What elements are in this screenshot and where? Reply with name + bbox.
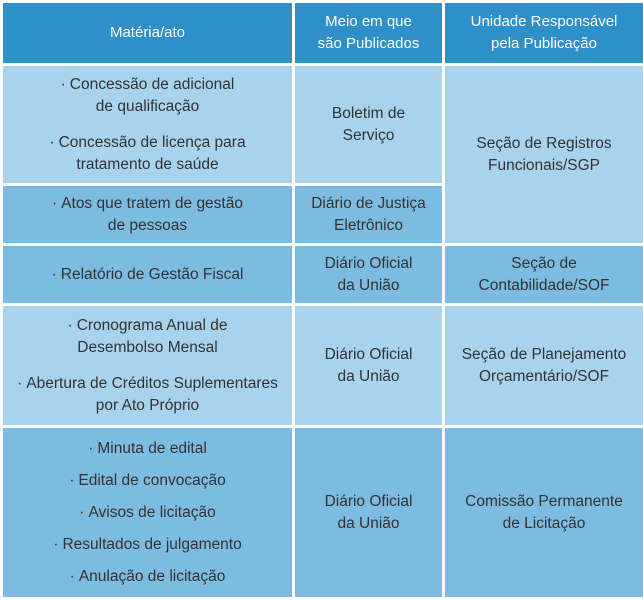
- unit-text: Comissão Permanente: [465, 492, 623, 510]
- list-item: [61, 74, 235, 118]
- bullet-icon: ·: [51, 265, 57, 283]
- medium-text: Boletim de: [331, 104, 406, 122]
- medium-text: da União: [337, 276, 400, 294]
- medium-text: Diário de Justiça: [311, 194, 426, 212]
- list-item: [49, 132, 245, 176]
- subject-cell: [2, 245, 294, 305]
- item-text: Atos que tratem de gestão: [61, 194, 243, 212]
- table-row: [2, 65, 643, 185]
- unit-text: Seção de: [511, 254, 577, 272]
- medium-cell: [294, 65, 444, 185]
- list-item: [52, 264, 244, 286]
- item-text: Edital de convocação: [78, 471, 226, 489]
- list-item: [68, 315, 228, 359]
- item-text: Cronograma Anual de: [76, 316, 228, 334]
- item-text: por Ato Próprio: [95, 396, 200, 414]
- table-row: [2, 245, 643, 305]
- bullet-icon: ·: [60, 75, 66, 93]
- header-medium-line2: são Publicados: [317, 35, 420, 52]
- list-item: [52, 193, 243, 237]
- item-text: Relatório de Gestão Fiscal: [60, 265, 244, 283]
- medium-cell: [294, 245, 444, 305]
- unit-cell: [444, 65, 643, 245]
- bullet-icon: ·: [67, 316, 73, 334]
- header-unit: [444, 2, 643, 65]
- medium-text: Serviço: [342, 126, 395, 144]
- item-text: Anulação de licitação: [78, 567, 226, 585]
- bullet-icon: ·: [49, 133, 55, 151]
- subject-cell: [2, 427, 294, 599]
- header-unit-line1: Unidade Responsável: [470, 13, 618, 30]
- item-text: de pessoas: [107, 216, 188, 234]
- bullet-icon: ·: [17, 374, 23, 392]
- subject-cell: [2, 185, 294, 245]
- header-subject-text: Matéria/ato: [109, 24, 186, 41]
- header-medium-line1: Meio em que: [325, 13, 412, 30]
- item-text: Minuta de edital: [97, 439, 207, 457]
- medium-text: Eletrônico: [334, 216, 403, 234]
- list-item: [69, 470, 226, 492]
- header-row: [2, 2, 643, 65]
- table-row: [2, 427, 643, 599]
- bullet-icon: ·: [69, 567, 75, 585]
- subject-cell: [2, 305, 294, 427]
- unit-cell: [444, 245, 643, 305]
- medium-text: Diário Oficial: [324, 254, 413, 272]
- bullet-icon: ·: [52, 194, 58, 212]
- bullet-icon: ·: [88, 439, 94, 457]
- item-text: Concessão de licença para: [58, 133, 246, 151]
- medium-cell: [294, 427, 444, 599]
- unit-text: Contabilidade/SOF: [478, 276, 610, 294]
- medium-text: Diário Oficial: [324, 345, 413, 363]
- medium-text: da União: [337, 514, 400, 532]
- subject-cell: [2, 65, 294, 185]
- header-subject: [2, 2, 294, 65]
- item-text: tratamento de saúde: [76, 155, 219, 173]
- item-text: Abertura de Créditos Suplementares: [26, 374, 278, 392]
- list-item: [53, 534, 241, 556]
- header-unit-line2: pela Publicação: [491, 35, 597, 52]
- bullet-icon: ·: [79, 503, 85, 521]
- item-text: Concessão de adicional: [69, 75, 235, 93]
- unit-text: Seção de Registros: [476, 134, 612, 152]
- unit-text: de Licitação: [502, 514, 586, 532]
- unit-cell: [444, 305, 643, 427]
- list-item: [70, 566, 226, 588]
- item-text: Resultados de julgamento: [62, 535, 242, 553]
- bullet-icon: ·: [69, 471, 75, 489]
- header-medium: [294, 2, 444, 65]
- unit-text: Orçamentário/SOF: [478, 367, 610, 385]
- unit-text: Seção de Planejamento: [461, 345, 627, 363]
- medium-cell: [294, 185, 444, 245]
- list-item: [88, 438, 207, 460]
- unit-text: Funcionais/SGP: [488, 156, 600, 174]
- item-text: Avisos de licitação: [88, 503, 216, 521]
- unit-cell: [444, 427, 643, 599]
- medium-cell: [294, 305, 444, 427]
- bullet-icon: ·: [53, 535, 59, 553]
- item-text: Desembolso Mensal: [77, 338, 218, 356]
- item-text: de qualificação: [95, 97, 200, 115]
- list-item: [79, 502, 215, 524]
- table-row: [2, 305, 643, 427]
- list-item: [17, 373, 278, 417]
- medium-text: da União: [337, 367, 400, 385]
- medium-text: Diário Oficial: [324, 492, 413, 510]
